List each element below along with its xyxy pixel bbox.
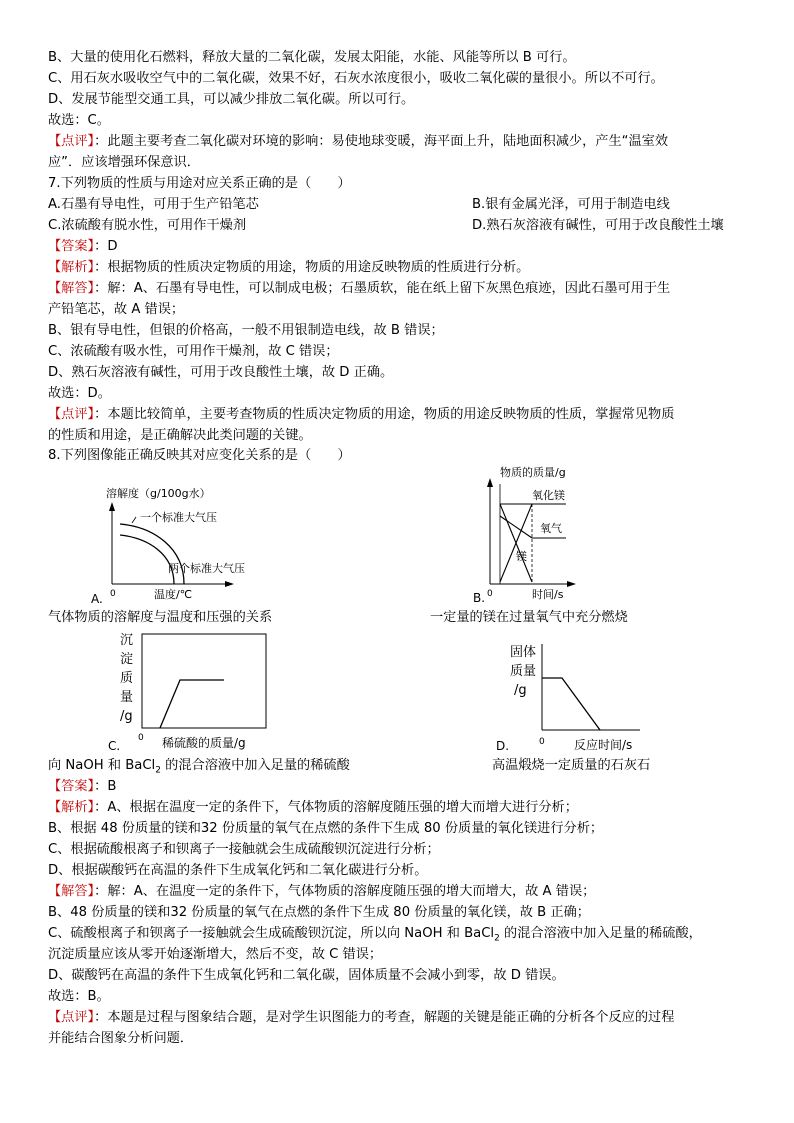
text-line: C、浓硫酸有吸水性，可用作干燥剂，故 C 错误；: [48, 344, 339, 359]
q7-option-a: A.石墨有导电性，可用于生产铅笔芯: [48, 197, 259, 212]
text-line: 故选：B。: [48, 989, 110, 1004]
question-8-stem: 8.下列图像能正确反映其对应变化关系的是（ ）: [48, 448, 351, 463]
text-line: D、碳酸钙在高温的条件下生成氧化钙和二氧化碳，固体质量不会减小到零，故 D 错误。: [48, 968, 565, 983]
review-text: ：本题是过程与图象结合题，是对学生识图能力的考查，解题的关键是能正确的分析各个反应的过程: [94, 1010, 675, 1025]
q7-analysis: [48, 258, 529, 277]
caption-text: 的混合溶液中加入足量的稀硫酸: [160, 758, 350, 773]
analysis-tag: 【解析】: [48, 800, 95, 815]
q7-options-row-2: [48, 216, 748, 235]
text-line: B、大量的使用化石燃料，释放大量的二氧化碳，发展太阳能，水能、风能等所以 B 可行。: [48, 50, 576, 65]
graph-d-caption: 高温煅烧一定质量的石灰石: [492, 758, 651, 773]
graph-b-ylabel: 物质的质量/g: [500, 466, 566, 479]
q7-review: [48, 405, 674, 424]
subscript: 2: [155, 765, 161, 776]
graph-a-caption: 气体物质的溶解度与温度和压强的关系: [48, 610, 273, 625]
q7-options-row-1: [48, 195, 748, 214]
graph-c-letter: C.: [108, 739, 121, 753]
origin-label: 0: [487, 589, 493, 599]
text-line: 应”．应该增强环保意识．: [48, 155, 200, 170]
review-tag: 【点评】: [48, 134, 95, 149]
answer-tag: 【答案】: [48, 779, 95, 794]
q7-answer: [48, 237, 118, 256]
review-tag: 【点评】: [48, 1010, 95, 1025]
label-mgo: 氧化镁: [532, 489, 565, 502]
solution-text: ：解：A、在温度一定的条件下，气体物质的溶解度随压强的增大而增大，故 A 错误；: [94, 884, 596, 899]
y-char: 量: [120, 690, 134, 705]
q8-analysis: [48, 798, 578, 817]
solution-tag: 【解答】: [48, 884, 95, 899]
text-line: 并能结合图象分析问题．: [48, 1031, 194, 1046]
y-char: 质量: [510, 664, 537, 679]
solid-mass-line: [542, 678, 600, 730]
series-o2: [500, 516, 532, 538]
origin-label: 0: [539, 737, 545, 747]
text-line: 的性质和用途，是正确解决此类问题的关键。: [48, 428, 312, 443]
subscript: 2: [494, 933, 500, 944]
curve-label-one: 一个标准大气压: [140, 511, 217, 524]
text-line: B、银有导电性，但银的价格高，一般不用银制造电线，故 B 错误；: [48, 323, 444, 338]
review-line: [48, 132, 668, 151]
text-line: C、根据硫酸根离子和钡离子一接触就会生成硫酸钡沉淀进行分析；: [48, 842, 440, 857]
graph-b-letter: B.: [473, 591, 486, 605]
label-mg: 镁: [516, 550, 527, 563]
graph-b-caption: 一定量的镁在过量氧气中充分燃烧: [430, 610, 628, 625]
review-text: ：本题比较简单，主要考查物质的性质决定物质的用途，物质的用途反映物质的性质，掌握常见物质: [94, 407, 675, 422]
caption-text: 向 NaOH 和 BaCl: [48, 758, 156, 773]
q8-review: [48, 1008, 674, 1027]
q8-solution: [48, 882, 595, 901]
graph-a-xlabel: 温度/℃: [154, 588, 193, 601]
q7-option-c: C.浓硫酸有脱水性，可用作干燥剂: [48, 218, 247, 233]
graph-d-letter: D.: [496, 739, 510, 753]
answer-text: ：D: [94, 239, 118, 254]
text-line: 故选：D。: [48, 386, 111, 401]
solution-text: ：解：A、石墨有导电性，可以制成电极；石墨质软，能在纸上留下灰黑色痕迹，因此石墨可用于生: [94, 281, 671, 296]
text-line: D、发展节能型交通工具，可以减少排放二氧化碳。所以可行。: [48, 92, 415, 107]
y-char: 淀: [120, 652, 134, 667]
origin-label: 0: [110, 589, 116, 599]
graph-a-letter: A.: [91, 592, 103, 606]
text-line: B、48 份质量的镁和32 份质量的氧气在点燃的条件下生成 80 份质量的氧化镁，故 B 正确；: [48, 905, 590, 920]
analysis-text: ：A、根据在温度一定的条件下，气体物质的溶解度随压强的增大而增大进行分析；: [94, 800, 578, 815]
analysis-text: ：根据物质的性质决定物质的用途，物质的用途反映物质的性质进行分析。: [94, 260, 530, 275]
graph-a-ylabel: 溶解度（g/100g水）: [106, 487, 211, 500]
review-tag: 【点评】: [48, 407, 95, 422]
text-line: D、根据碳酸钙在高温的条件下生成氧化钙和二氧化碳进行分析。: [48, 863, 428, 878]
graph-c-xlabel: 稀硫酸的质量/g: [162, 736, 246, 750]
text-line: 产铅笔芯，故 A 错误；: [48, 302, 185, 317]
y-char: 质: [120, 671, 134, 686]
q8-answer: [48, 777, 116, 796]
y-char: 固体: [510, 645, 537, 660]
q7-option-b: B.银有金属光泽，可用于制造电线: [472, 197, 670, 212]
curve-label-two: 两个标准大气压: [168, 562, 245, 575]
y-char: 沉: [120, 633, 134, 648]
graph-b-xlabel: 时间/s: [532, 588, 564, 601]
answer-text: ：B: [94, 779, 117, 794]
graph-a: [88, 484, 288, 608]
origin-label: 0: [138, 733, 144, 743]
solution-text: 的混合溶液中加入足量的稀硫酸，: [499, 926, 702, 941]
graph-d: [492, 642, 652, 756]
curve-two-atm: [120, 524, 184, 584]
analysis-tag: 【解析】: [48, 260, 95, 275]
solution-tag: 【解答】: [48, 281, 95, 296]
question-7-stem: 7.下列物质的性质与用途对应关系正确的是（ ）: [48, 176, 351, 191]
solution-text: C、硫酸根离子和钡离子一接触就会生成硫酸钡沉淀，所以向 NaOH 和 BaCl: [48, 926, 495, 941]
text-line: C、用石灰水吸收空气中的二氧化碳，效果不好，石灰水浓度很小，吸收二氧化碳的量很小。所以不可行。: [48, 71, 664, 86]
label-o2: 氧气: [540, 522, 562, 535]
graph-c: [100, 630, 280, 754]
review-text: ：此题主要考查二氧化碳对环境的影响：易使地球变暖，海平面上升，陆地面积减少，产生“温室效: [94, 134, 669, 149]
q7-solution: [48, 279, 670, 298]
precipitate-line: [160, 680, 224, 728]
y-char: /g: [120, 709, 133, 724]
y-char: /g: [514, 683, 527, 698]
text-line: 故选：C。: [48, 113, 110, 128]
graph-b: [470, 462, 590, 608]
text-line: 沉淀质量应该从零开始逐渐增大，然后不变，故 C 错误；: [48, 947, 383, 962]
text-line: D、熟石灰溶液有碱性，可用于改良酸性土壤，故 D 正确。: [48, 365, 394, 380]
graph-d-xlabel: 反应时间/s: [574, 738, 633, 752]
q7-option-d: D.熟石灰溶液有碱性，可用于改良酸性土壤: [472, 218, 724, 233]
text-line: B、根据 48 份质量的镁和32 份质量的氧气在点燃的条件下生成 80 份质量的氧化镁进行分析；: [48, 821, 604, 836]
answer-tag: 【答案】: [48, 239, 95, 254]
